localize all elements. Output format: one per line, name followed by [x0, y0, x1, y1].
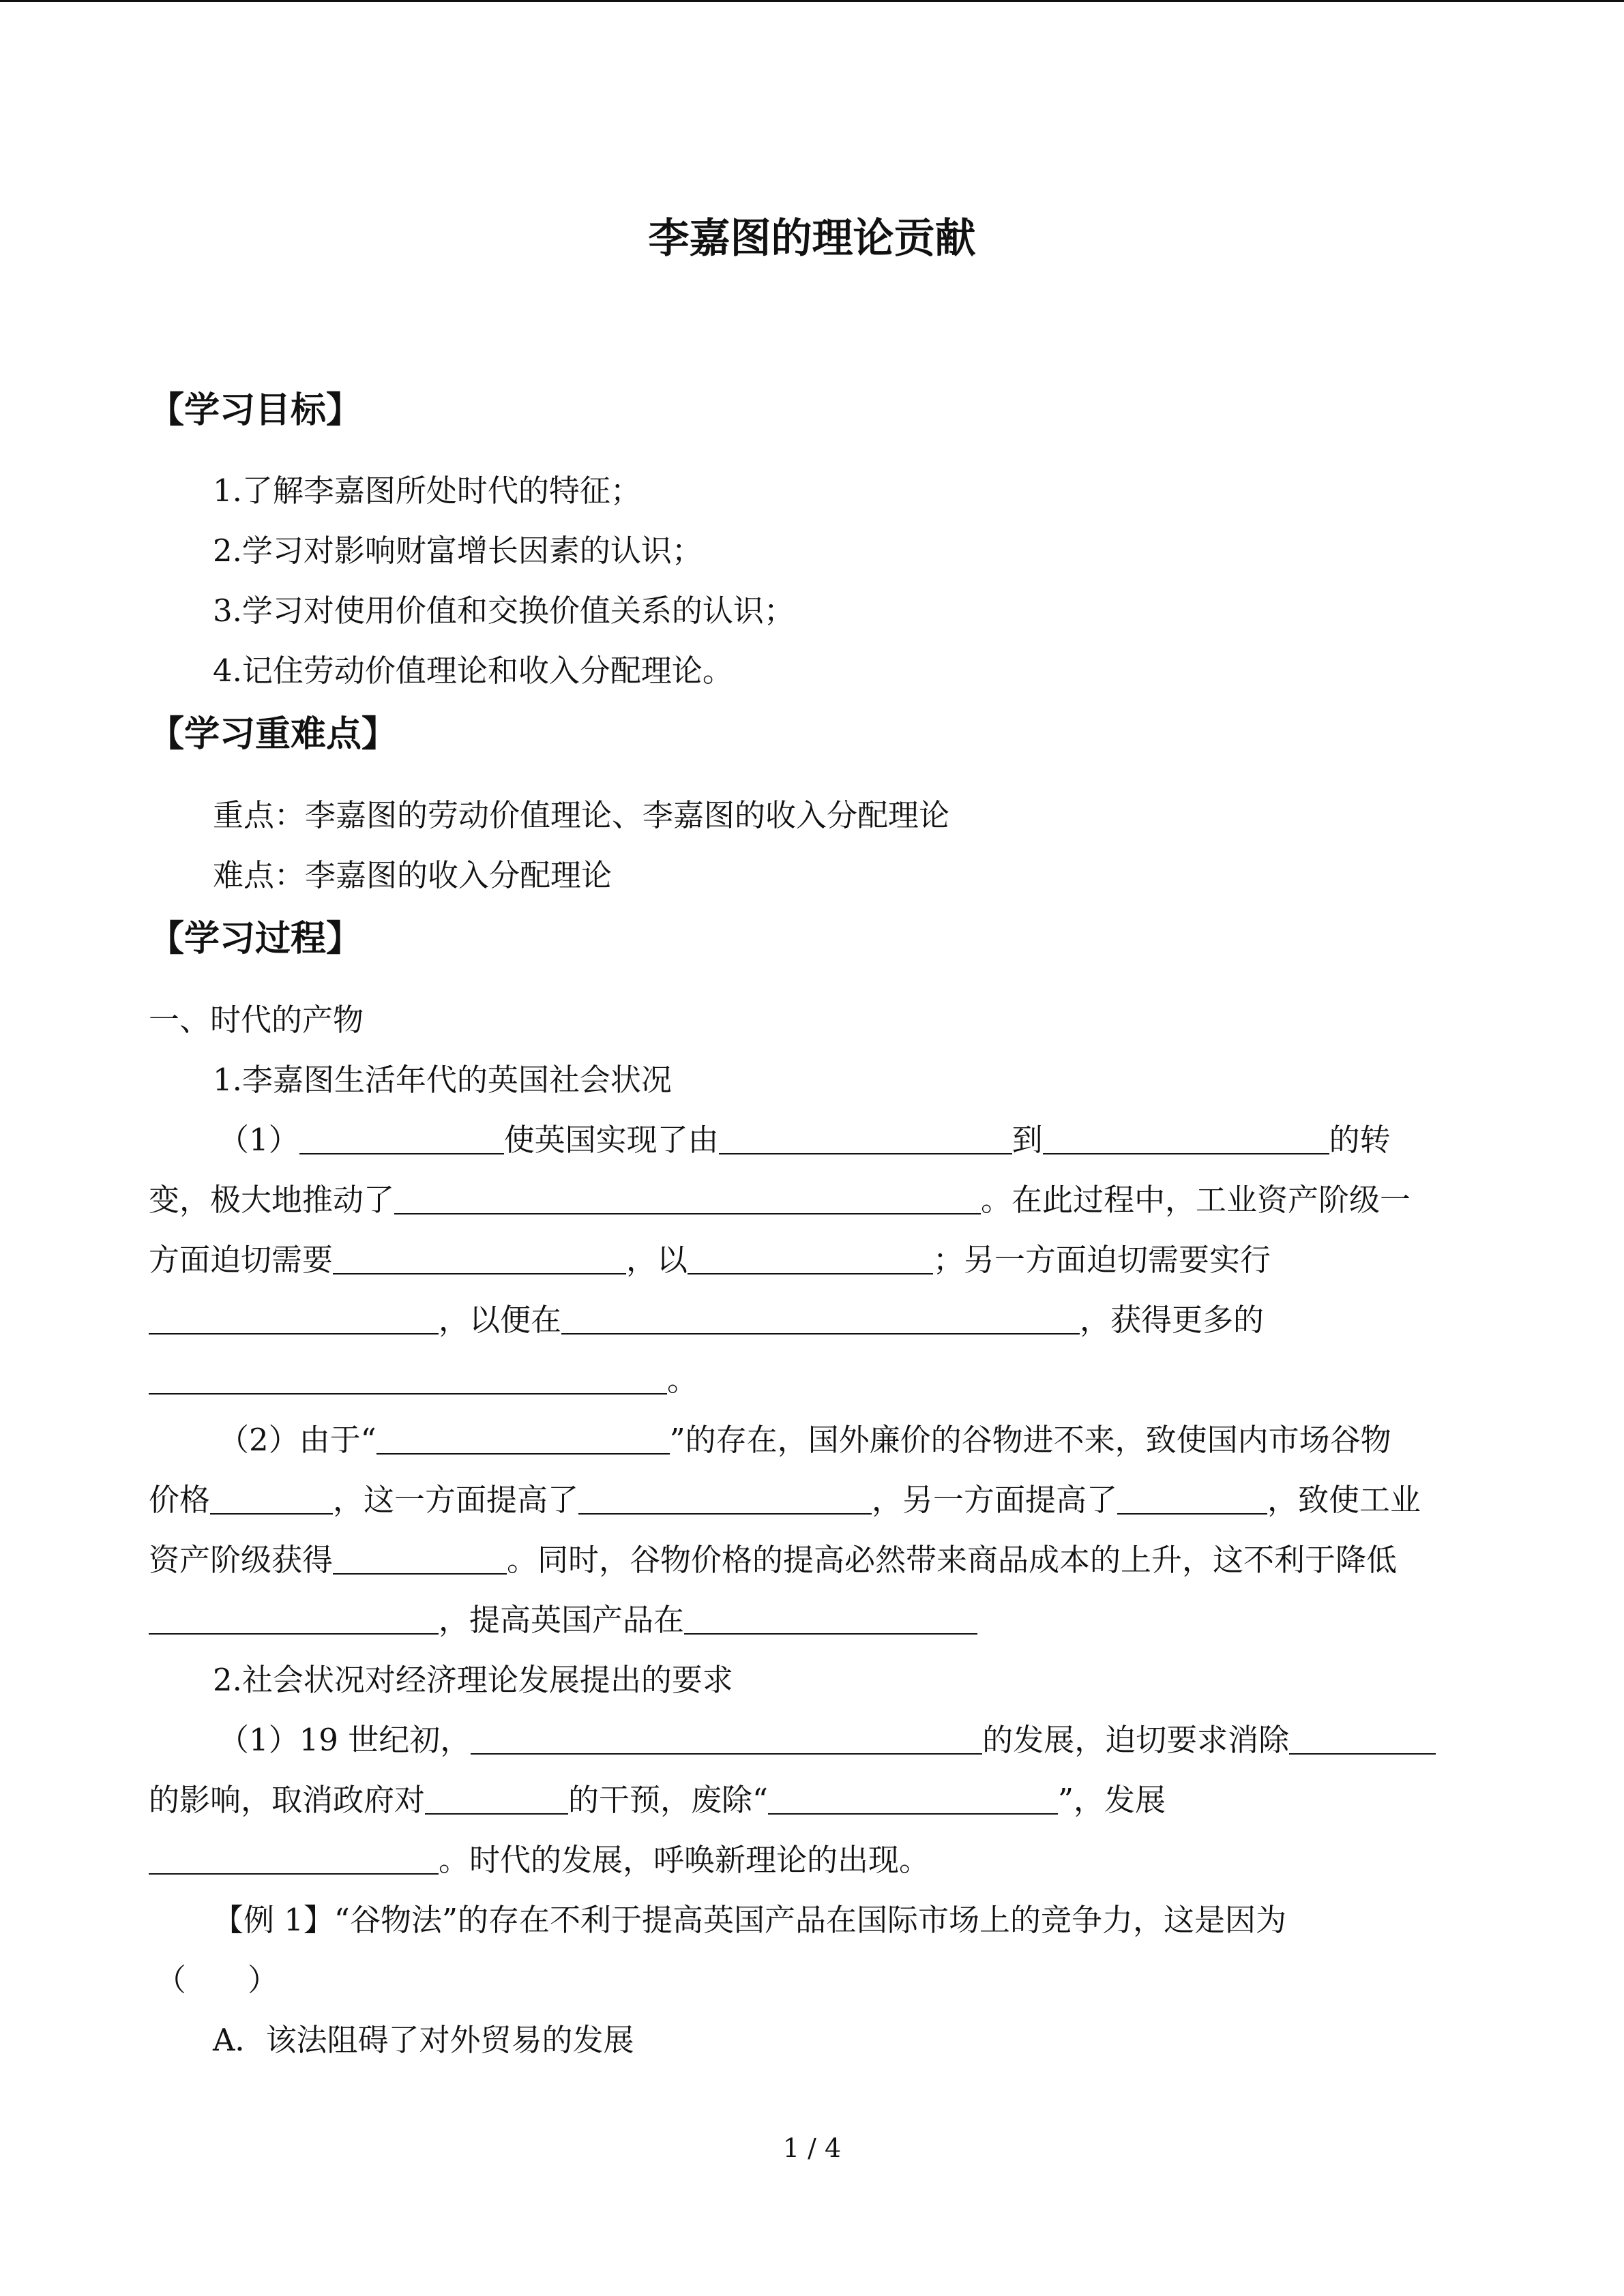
text-fragment: 。在此过程中，工业资产阶级一 — [981, 1182, 1411, 1218]
text-fragment: （1） — [218, 1122, 299, 1158]
text-fragment: 到 — [1012, 1122, 1043, 1158]
fill-blank — [333, 1543, 507, 1575]
paragraph-3-line — [218, 1720, 1436, 1761]
paragraph-1-line — [149, 1180, 1411, 1221]
fill-blank — [149, 1363, 667, 1395]
text-fragment: 的影响，取消政府对 — [149, 1782, 426, 1818]
fill-blank — [425, 1783, 568, 1815]
page-top-border — [0, 0, 1624, 2]
fill-blank — [688, 1243, 933, 1274]
fill-blank — [299, 1123, 504, 1154]
difficult-point-text: 难点：李嘉图的收入分配理论 — [213, 857, 612, 893]
example-question: 【例 1】“谷物法”的存在不利于提高英国产品在国际市场上的竞争力，这是因为 — [213, 1902, 1286, 1938]
goal-item: 1.了解李嘉图所处时代的特征； — [213, 473, 641, 509]
text-fragment: ，以便在 — [439, 1302, 562, 1338]
fill-blank — [561, 1303, 1080, 1335]
fill-blank — [333, 1243, 626, 1274]
paragraph-3-line — [149, 1780, 1166, 1821]
paragraph-2-line — [218, 1420, 1391, 1461]
text-fragment: 变，极大地推动了 — [149, 1182, 395, 1218]
heading-learning-goals: 【学习目标】 — [149, 390, 362, 431]
text-fragment: 价格 — [149, 1482, 211, 1518]
goal-item: 4.记住劳动价值理论和收入分配理论。 — [213, 653, 733, 689]
text-fragment: 。 — [667, 1362, 698, 1398]
text-fragment: 的转 — [1329, 1122, 1391, 1158]
text-fragment: （1）19 世纪初， — [218, 1722, 471, 1758]
text-fragment: ”，发展 — [1058, 1782, 1166, 1818]
goal-item: 3.学习对使用价值和交换价值关系的认识； — [213, 593, 795, 629]
text-fragment: ”的存在，国外廉价的谷物进不来，致使国内市场谷物 — [669, 1422, 1391, 1458]
page-number: 1 / 4 — [782, 2133, 842, 2163]
fill-blank — [149, 1843, 439, 1875]
heading-key-points: 【学习重难点】 — [149, 714, 398, 755]
page-title: 李嘉图的理论贡献 — [648, 215, 976, 263]
goal-item: 2.学习对影响财富增长因素的认识； — [213, 533, 703, 569]
fill-blank — [1043, 1123, 1329, 1154]
text-fragment: ，致使工业 — [1267, 1482, 1421, 1518]
paragraph-1-line — [149, 1360, 698, 1401]
paragraph-3-line — [149, 1840, 930, 1881]
fill-blank — [149, 1303, 439, 1335]
text-fragment: ；另一方面迫切需要实行 — [933, 1242, 1271, 1278]
text-fragment: ，这一方面提高了 — [333, 1482, 579, 1518]
paragraph-1-line — [149, 1300, 1264, 1341]
fill-blank — [394, 1183, 981, 1214]
text-fragment: 的发展，迫切要求消除 — [982, 1722, 1290, 1758]
fill-blank — [684, 1603, 977, 1635]
fill-blank — [719, 1123, 1012, 1154]
paragraph-1-line — [218, 1120, 1391, 1161]
fill-blank — [471, 1723, 982, 1755]
text-fragment: ，获得更多的 — [1080, 1302, 1265, 1338]
text-fragment: 资产阶级获得 — [149, 1542, 334, 1578]
option-a: A．该法阻碍了对外贸易的发展 — [213, 2022, 634, 2058]
text-fragment: （2）由于“ — [218, 1422, 377, 1458]
paragraph-2-line — [149, 1540, 1397, 1581]
text-fragment: 。时代的发展，呼唤新理论的出现。 — [439, 1842, 930, 1878]
paragraph-2-line — [149, 1600, 977, 1641]
text-fragment: 。同时，谷物价格的提高必然带来商品成本的上升，这不利于降低 — [507, 1542, 1398, 1578]
text-fragment: 方面迫切需要 — [149, 1242, 334, 1278]
text-fragment: 使英国实现了由 — [503, 1122, 719, 1158]
part-heading: 一、时代的产物 — [149, 1002, 364, 1038]
sub-heading: 1.李嘉图生活年代的英国社会状况 — [213, 1062, 672, 1098]
text-fragment: ，提高英国产品在 — [439, 1602, 685, 1638]
text-fragment: ，另一方面提高了 — [872, 1482, 1118, 1518]
paragraph-2-line — [149, 1480, 1421, 1521]
paragraph-1-line — [149, 1240, 1271, 1281]
text-fragment: 的干预，废除“ — [568, 1782, 769, 1818]
fill-blank — [377, 1423, 670, 1455]
key-point-text: 重点：李嘉图的劳动价值理论、李嘉图的收入分配理论 — [213, 797, 950, 833]
answer-parentheses: （ ） — [156, 1962, 279, 1998]
fill-blank — [768, 1783, 1058, 1815]
text-fragment: ，以 — [626, 1242, 688, 1278]
heading-learning-process: 【学习过程】 — [149, 919, 362, 959]
fill-blank — [149, 1603, 439, 1635]
fill-blank — [578, 1483, 872, 1515]
fill-blank — [210, 1483, 333, 1515]
fill-blank — [1289, 1723, 1436, 1755]
sub-heading: 2.社会状况对经济理论发展提出的要求 — [213, 1662, 733, 1698]
fill-blank — [1117, 1483, 1267, 1515]
